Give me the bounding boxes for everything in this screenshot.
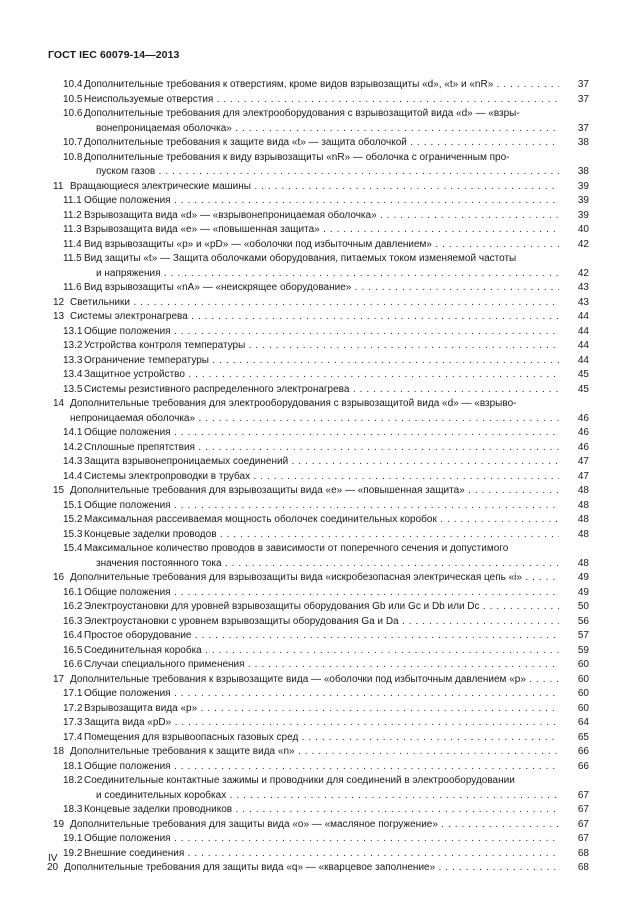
toc-entry-number: 18.3 <box>63 804 83 815</box>
toc-entry[interactable] <box>47 586 589 601</box>
toc-entry-page: 67 <box>577 789 589 801</box>
toc-entry-page: 64 <box>577 717 589 728</box>
toc-entry[interactable] <box>47 310 589 325</box>
toc-entry-title: Устройства контроля температуры <box>84 340 246 351</box>
toc-entry-page: 43 <box>577 296 589 308</box>
toc-entry-page: 66 <box>577 746 589 757</box>
toc-entry-page: 48 <box>577 499 589 511</box>
toc-entry-title: Дополнительные требования для электрооборудования с взрывозащитой вида «d» — «взры- <box>84 108 520 119</box>
toc-entry[interactable] <box>47 600 589 615</box>
toc-entry-page: 67 <box>577 818 589 830</box>
toc-entry-title: вонепроницаемая оболочка» <box>96 122 232 134</box>
toc-entry-title: значения постоянного тока <box>96 557 222 569</box>
toc-entry[interactable] <box>47 368 589 383</box>
toc-entry-title: Концевые заделки проводников <box>84 804 233 815</box>
toc-entry-title: Вид взрывозащиты «p» и «pD» — «оболочки под избыточным давлением» <box>84 238 432 250</box>
toc-entry-number: 19.1 <box>63 833 83 844</box>
toc-entry[interactable] <box>47 194 589 209</box>
toc-entry-title: Общие положения <box>84 427 171 438</box>
toc-entry-title: Общие положения <box>84 499 171 511</box>
toc-entry-page: 48 <box>577 514 589 525</box>
toc-entry-number: 11.3 <box>63 224 82 235</box>
toc-entry-number: 11.6 <box>63 282 82 293</box>
page-number: IV <box>48 853 58 864</box>
toc-entry-number: 20 <box>47 862 59 873</box>
toc-entry[interactable] <box>47 832 589 847</box>
toc-entry-number: 16.5 <box>63 644 83 656</box>
toc-entry-page: 45 <box>577 369 589 380</box>
toc-entry-page: 44 <box>577 354 589 366</box>
toc-entry-page: 49 <box>577 572 589 583</box>
toc-entry-page: 43 <box>577 282 589 293</box>
toc-entry-title: Соединительные контактные зажимы и проводники для соединений в электрооборудовании <box>84 775 515 786</box>
toc-entry[interactable] <box>47 107 589 122</box>
toc-entry[interactable] <box>47 687 589 702</box>
toc-entry-number: 18.1 <box>63 760 83 772</box>
toc-entry[interactable] <box>47 122 589 137</box>
toc-entry-title: Защита вида «pD» <box>84 717 172 728</box>
toc-entry[interactable] <box>47 93 589 108</box>
toc-entry-page: 42 <box>577 267 589 279</box>
toc-entry[interactable] <box>47 151 589 166</box>
toc-entry[interactable] <box>47 354 589 369</box>
toc-entry-number: 17.1 <box>63 688 83 699</box>
toc-entry-title: Дополнительные требования для защиты вида «о» — «масляное погружение» <box>70 818 438 830</box>
toc-entry[interactable] <box>47 209 589 224</box>
toc-entry[interactable] <box>47 223 589 238</box>
toc-entry-number: 13.4 <box>63 369 83 380</box>
toc-entry[interactable] <box>47 513 589 528</box>
toc-entry[interactable] <box>47 252 589 267</box>
toc-entry-title: Общие положения <box>84 760 171 772</box>
toc-entry-page: 38 <box>577 166 589 177</box>
toc-entry-title: Концевые заделки проводов <box>84 528 217 540</box>
toc-entry[interactable] <box>47 267 589 282</box>
toc-entry[interactable] <box>47 861 589 876</box>
toc-entry-number: 11.2 <box>63 209 82 221</box>
toc-entry[interactable] <box>47 644 589 659</box>
toc-entry[interactable] <box>47 673 589 688</box>
toc-entry-number: 14.4 <box>63 470 83 482</box>
toc-entry-number: 15.4 <box>63 543 83 554</box>
toc-entry-title: Дополнительные требования для защиты вида «q» — «кварцевое заполнение» <box>64 862 436 873</box>
toc-entry-number: 13.2 <box>63 340 83 351</box>
toc-entry-number: 17.4 <box>63 731 83 743</box>
toc-entry-number: 16.1 <box>63 586 83 598</box>
toc-entry-number: 13 <box>53 311 65 322</box>
toc-entry-title: Ограничение температуры <box>84 354 209 366</box>
toc-entry[interactable] <box>47 528 589 543</box>
toc-entry[interactable] <box>47 136 589 151</box>
toc-entry[interactable] <box>47 339 589 354</box>
toc-entry-number: 19 <box>53 818 65 830</box>
toc-entry-title: Системы электропроводки в трубах <box>84 470 251 482</box>
toc-entry-page: 44 <box>577 311 589 322</box>
toc-entry-number: 16.4 <box>63 630 83 641</box>
toc-entry-page: 59 <box>577 644 589 656</box>
document-header: ГОСТ IEC 60079-14—2013 <box>48 49 180 61</box>
toc-entry-page: 39 <box>577 180 589 192</box>
toc-entry[interactable] <box>47 78 589 93</box>
toc-entry-title: Дополнительные требования к виду взрывозащиты «nR» — оболочка с ограниченным про- <box>84 151 510 163</box>
toc-entry-page: 50 <box>577 601 589 612</box>
toc-entry-title: Сплошные препятствия <box>84 441 195 453</box>
toc-entry[interactable] <box>47 325 589 340</box>
toc-entry-title: пуском газов <box>96 166 156 177</box>
toc-entry-number: 14.1 <box>63 427 83 438</box>
toc-entry-number: 19.2 <box>63 847 83 859</box>
toc-entry[interactable] <box>47 499 589 514</box>
toc-entry-page: 47 <box>577 470 589 482</box>
toc-entry-number: 13.3 <box>63 354 83 366</box>
toc-entry-title: и соединительных коробках <box>96 789 227 801</box>
toc-entry-title: Максимальная рассеиваемая мощность оболочек соединительных коробок <box>84 514 437 525</box>
toc-entry[interactable] <box>47 397 589 412</box>
toc-entry-number: 12 <box>53 296 65 308</box>
toc-entry-title: Защитное устройство <box>84 369 185 380</box>
toc-entry-title: Простое оборудование <box>84 630 192 641</box>
toc-entry[interactable] <box>47 441 589 456</box>
toc-entry-title: Электроустановки с уровнем взрывозащиты оборудования Ga и Da <box>84 615 399 627</box>
toc-entry[interactable] <box>47 557 589 572</box>
toc-entry-page: 40 <box>577 224 589 235</box>
toc-entry-title: Общие положения <box>84 325 171 337</box>
toc-entry-page: 37 <box>577 93 589 105</box>
toc-entry-page: 60 <box>577 659 589 670</box>
toc-entry[interactable] <box>47 789 589 804</box>
toc-entry[interactable] <box>47 745 589 760</box>
toc-entry[interactable] <box>47 180 589 195</box>
toc-entry-number: 16.6 <box>63 659 83 670</box>
toc-entry-number: 11.1 <box>63 195 82 206</box>
toc-entry-number: 17.3 <box>63 717 83 728</box>
toc-entry-title: Взрывозащита вида «p» <box>84 702 198 714</box>
toc-entry-number: 13.5 <box>63 383 83 395</box>
toc-entry-number: 10.8 <box>63 151 83 163</box>
toc-entry-page: 44 <box>577 325 589 337</box>
toc-entry[interactable] <box>47 238 589 253</box>
toc-entry-page: 39 <box>577 195 589 206</box>
toc-entry-page: 60 <box>577 673 589 685</box>
toc-entry[interactable] <box>47 818 589 833</box>
toc-entry-number: 15.3 <box>63 528 83 540</box>
toc-entry-number: 18 <box>53 746 65 757</box>
toc-entry-title: Общие положения <box>84 833 171 844</box>
toc-entry-page: 57 <box>577 630 589 641</box>
toc-entry-number: 17 <box>53 673 65 685</box>
toc-entry-number: 14 <box>53 398 65 409</box>
toc-entry-page: 68 <box>577 862 589 873</box>
toc-entry-title: Неиспользуемые отверстия <box>84 93 214 105</box>
toc-entry-title: Соединительная коробка <box>84 644 202 656</box>
toc-entry-title: Общие положения <box>84 688 171 699</box>
toc-entry[interactable] <box>47 760 589 775</box>
toc-entry-page: 60 <box>577 688 589 699</box>
toc-entry[interactable] <box>47 615 589 630</box>
toc-entry-number: 10.7 <box>63 137 83 148</box>
toc-entry-page: 60 <box>577 702 589 714</box>
toc-entry-number: 10.6 <box>63 108 83 119</box>
toc-entry-title: Дополнительные требования к защите вида «t» — защита оболочкой <box>84 137 407 148</box>
toc-entry-number: 16 <box>53 572 65 583</box>
toc-entry-number: 16.2 <box>63 601 83 612</box>
toc-entry-number: 11.4 <box>63 238 82 250</box>
toc-entry-page: 46 <box>577 441 589 453</box>
toc-entry-title: Дополнительные требования к взрывозащите вида — «оболочки под избыточным давлением «p» <box>70 673 526 685</box>
toc-entry[interactable] <box>47 426 589 441</box>
toc-entry[interactable] <box>47 774 589 789</box>
toc-entry-title: и напряжения <box>96 267 161 279</box>
toc-entry-title: Дополнительные требования для электрооборудования с взрывозащитой вида «d» — «взрыво- <box>70 398 517 409</box>
toc-entry-page: 68 <box>577 847 589 859</box>
toc-entry[interactable] <box>47 658 589 673</box>
toc-entry[interactable] <box>47 629 589 644</box>
toc-entry-page: 37 <box>577 79 589 90</box>
toc-entry-number: 10.5 <box>63 93 83 105</box>
toc-entry-title: Внешние соединения <box>84 847 185 859</box>
toc-entry-number: 14.3 <box>63 456 83 467</box>
toc-entry-title: Максимальное количество проводов в зависимости от поперечного сечения и допустимого <box>84 543 509 554</box>
toc-entry-number: 10.4 <box>63 79 83 90</box>
toc-entry[interactable] <box>47 165 589 180</box>
toc-entry-page: 56 <box>577 615 589 627</box>
toc-entry[interactable] <box>47 281 589 296</box>
toc-entry[interactable] <box>47 542 589 557</box>
toc-entry-number: 11.5 <box>63 253 82 264</box>
toc-entry-title: Случаи специального применения <box>84 659 245 670</box>
toc-entry-page: 67 <box>577 833 589 844</box>
toc-entry-page: 39 <box>577 209 589 221</box>
toc-entry[interactable] <box>47 702 589 717</box>
toc-entry-number: 15 <box>53 485 65 496</box>
toc-entry[interactable] <box>47 296 589 311</box>
toc-entry-page: 42 <box>577 238 589 250</box>
toc-entry-title: Дополнительные требования для взрывозащиты вида «e» — «повышенная защита» <box>70 485 465 496</box>
toc-entry-page: 66 <box>577 760 589 772</box>
toc-entry[interactable] <box>47 412 589 427</box>
toc-entry-page: 38 <box>577 137 589 148</box>
toc-entry-title: Светильники <box>70 296 130 308</box>
toc-entry-page: 48 <box>577 528 589 540</box>
toc-entry-title: Общие положения <box>84 195 171 206</box>
toc-entry-page: 48 <box>577 557 589 569</box>
toc-entry-page: 46 <box>577 427 589 438</box>
toc-entry-page: 45 <box>577 383 589 395</box>
toc-entry-page: 65 <box>577 731 589 743</box>
toc-entry-title: Помещения для взрывоопасных газовых сред <box>84 731 299 743</box>
toc-entry-title: Защита взрывонепроницаемых соединений <box>84 456 289 467</box>
toc-entry-number: 16.3 <box>63 615 83 627</box>
toc-entry[interactable] <box>47 455 589 470</box>
toc-entry[interactable] <box>47 847 589 862</box>
toc-entry-page: 37 <box>577 122 589 134</box>
toc-entry-page: 47 <box>577 456 589 467</box>
toc-entry-number: 18.2 <box>63 775 83 786</box>
toc-entry-number: 13.1 <box>63 325 83 337</box>
table-of-contents <box>47 78 589 876</box>
toc-entry-title: Дополнительные требования к защите вида «n» <box>70 746 295 757</box>
toc-entry-page: 44 <box>577 340 589 351</box>
toc-entry-title: Вращающиеся электрические машины <box>70 180 251 192</box>
toc-entry-title: Системы электронагрева <box>70 311 188 322</box>
toc-entry[interactable] <box>47 571 589 586</box>
toc-entry-title: Вид взрывозащиты «nA» — «неискрящее оборудование» <box>84 282 352 293</box>
toc-entry-number: 14.2 <box>63 441 83 453</box>
toc-entry-page: 49 <box>577 586 589 598</box>
toc-entry-title: Дополнительные требования к отверстиям, кроме видов взрывозащиты «d», «t» и «nR» <box>84 79 494 90</box>
toc-entry[interactable] <box>47 470 589 485</box>
toc-entry[interactable] <box>47 731 589 746</box>
toc-entry[interactable] <box>47 383 589 398</box>
toc-entry-page: 46 <box>577 412 589 424</box>
toc-entry-number: 17.2 <box>63 702 83 714</box>
toc-entry-title: Дополнительные требования для взрывозащиты вида «искробезопасная электрическая цепь «i» <box>70 572 522 583</box>
toc-entry[interactable] <box>47 484 589 499</box>
toc-entry-title: Системы резистивного распределенного электронагрева <box>84 383 350 395</box>
toc-entry-title: Общие положения <box>84 586 171 598</box>
toc-entry[interactable] <box>47 803 589 818</box>
toc-entry[interactable] <box>47 716 589 731</box>
toc-entry-title: Вид защиты «t» — Защита оболочками оборудования, питаемых током изменяемой частоты <box>84 253 517 264</box>
toc-entry-number: 11 <box>53 180 64 192</box>
toc-entry-number: 15.1 <box>63 499 83 511</box>
toc-entry-page: 67 <box>577 804 589 815</box>
toc-entry-number: 15.2 <box>63 514 83 525</box>
toc-entry-title: непроницаемая оболочка» <box>70 412 196 424</box>
toc-entry-title: Взрывозащита вида «e» — «повышенная защита» <box>84 224 320 235</box>
toc-entry-title: Взрывозащита вида «d» — «взрывонепроницаемая оболочка» <box>84 209 377 221</box>
toc-entry-page: 48 <box>577 485 589 496</box>
toc-entry-title: Электроустановки для уровней взрывозащиты оборудования Gb или Gc и Db или Dc <box>84 601 480 612</box>
